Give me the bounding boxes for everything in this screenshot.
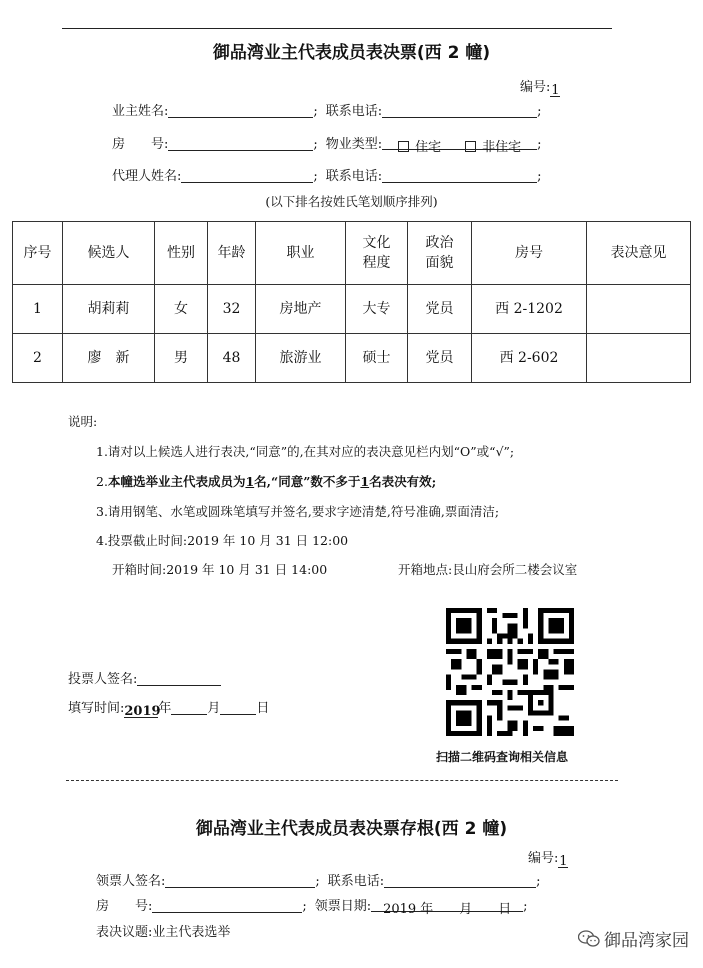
open-time: 开箱时间:2019 年 10 月 31 日 14:00: [112, 562, 328, 577]
month-unit: 月: [207, 701, 221, 716]
header-cell: 表决意见: [587, 222, 691, 285]
header-cell: 政治 面貌: [408, 222, 472, 285]
room-field[interactable]: [168, 137, 313, 151]
separator: ;: [537, 137, 542, 152]
day-unit: 日: [256, 701, 270, 716]
proxy-row: [112, 165, 542, 184]
property-type-options: [382, 136, 537, 155]
cell-age: 32: [208, 285, 256, 334]
note-item-2: [96, 472, 436, 490]
separator: ;: [313, 137, 318, 152]
proxy-name-field[interactable]: [181, 169, 313, 183]
table-row: [13, 285, 691, 334]
header-cell: 候选人: [63, 222, 155, 285]
cell-room: 西 2-1202: [472, 285, 587, 334]
stub-contact-field[interactable]: [384, 874, 536, 888]
owner-contact-field[interactable]: [382, 104, 537, 118]
cell-candidate: 胡莉莉: [63, 285, 155, 334]
stub-receiver-row: [96, 870, 541, 889]
top-rule: [62, 28, 612, 29]
stub-title: 御品湾业主代表成员表决票存根(西 2 幢): [195, 819, 508, 839]
voter-signature-row: [68, 668, 221, 687]
header-cell: 年龄: [208, 222, 256, 285]
header-cell: 房号: [472, 222, 587, 285]
notes-heading: 说明:: [68, 414, 98, 429]
stub-number-value[interactable]: 1: [559, 854, 568, 869]
watermark-text: 御品湾家园: [604, 931, 689, 951]
fill-month-field[interactable]: [171, 701, 207, 715]
stub-room-label: 房 号:: [96, 899, 153, 914]
year-unit: 年: [158, 701, 172, 716]
wechat-icon: [578, 930, 600, 948]
fill-time-row: [68, 697, 269, 718]
fill-day-field[interactable]: [220, 701, 256, 715]
proxy-contact-field[interactable]: [382, 169, 537, 183]
cell-gender: 男: [155, 334, 208, 383]
stub-date-field[interactable]: 2019 年 月 日: [371, 898, 523, 912]
voter-signature-label: 投票人签名:: [68, 672, 138, 687]
room-row: [112, 133, 542, 155]
separator: ;: [536, 874, 541, 889]
receiver-label: 领票人签名:: [96, 874, 166, 889]
cell-occupation: 房地产: [256, 285, 346, 334]
stub-topic: 表决议题:业主代表选举: [96, 925, 231, 940]
proxy-contact-label: 联系电话:: [325, 169, 383, 184]
note-item-2-prefix: 2.: [96, 474, 108, 489]
note-item-2-text-c: 名表决有效;: [369, 474, 437, 489]
stub-date-label: 领票日期:: [314, 899, 372, 914]
table-header-row: [13, 222, 691, 285]
proxy-name-label: 代理人姓名:: [112, 169, 182, 184]
number-label: 编号:: [520, 80, 551, 95]
separator: ;: [313, 169, 318, 184]
cell-candidate: 廖 新: [63, 334, 155, 383]
fill-year-field[interactable]: 2019: [124, 704, 161, 719]
qr-caption: 扫描二维码查询相关信息: [436, 750, 569, 764]
number-value[interactable]: 1: [551, 83, 560, 98]
cell-age: 48: [208, 334, 256, 383]
stub-contact-label: 联系电话:: [327, 874, 385, 889]
owner-name-label: 业主姓名:: [112, 104, 169, 119]
watermark: [578, 926, 689, 951]
nonresidential-label: 非住宅: [482, 140, 522, 155]
note-item-3: 3.请用钢笔、水笔或圆珠笔填写并签名,要求字迹清楚,符号准确,票面清洁;: [96, 504, 500, 519]
stub-room-row: [96, 895, 528, 917]
header-cell: 序号: [13, 222, 63, 285]
cell-gender: 女: [155, 285, 208, 334]
cell-political: 党员: [408, 334, 472, 383]
room-label: 房 号:: [112, 137, 169, 152]
cell-political: 党员: [408, 285, 472, 334]
cut-line: [66, 780, 618, 781]
note-item-2-limit: 1: [360, 474, 370, 489]
residential-label: 住宅: [415, 140, 442, 155]
residential-checkbox[interactable]: [398, 141, 409, 152]
separator: ;: [302, 899, 307, 914]
note-item-2-count: 1: [245, 474, 255, 489]
cell-index: 1: [13, 285, 63, 334]
table-row: [13, 334, 691, 383]
ballot-number: [520, 76, 560, 97]
separator: ;: [537, 169, 542, 184]
separator: ;: [523, 899, 528, 914]
order-note: (以下排名按姓氏笔划顺序排列): [265, 194, 438, 209]
cell-education: 硕士: [346, 334, 408, 383]
note-item-2-text-a: 本幢选举业主代表成员为: [107, 474, 246, 489]
voter-signature-field[interactable]: [137, 672, 221, 686]
cell-education: 大专: [346, 285, 408, 334]
owner-row: [112, 100, 542, 119]
separator: ;: [313, 104, 318, 119]
header-cell: 职业: [256, 222, 346, 285]
property-type-label: 物业类型:: [325, 137, 383, 152]
cell-vote[interactable]: [587, 334, 691, 383]
header-cell: 文化 程度: [346, 222, 408, 285]
qr-code-icon[interactable]: [446, 608, 574, 736]
stub-room-field[interactable]: [152, 899, 302, 913]
nonresidential-checkbox[interactable]: [465, 141, 476, 152]
fill-time-label: 填写时间:: [68, 701, 125, 716]
owner-contact-label: 联系电话:: [325, 104, 383, 119]
open-place: 开箱地点:艮山府会所二楼会议室: [398, 562, 578, 577]
stub-number-label: 编号:: [528, 851, 559, 866]
cell-index: 2: [13, 334, 63, 383]
stub-number: [528, 847, 568, 868]
cell-occupation: 旅游业: [256, 334, 346, 383]
owner-name-field[interactable]: [168, 104, 313, 118]
note-item-2-text-b: 名,“同意”数不多于: [254, 474, 361, 489]
note-item-1: 1.请对以上候选人进行表决,“同意”的,在其对应的表决意见栏内划“O”或“√”;: [96, 444, 515, 459]
cell-vote[interactable]: [587, 285, 691, 334]
separator: ;: [315, 874, 320, 889]
header-cell: 性别: [155, 222, 208, 285]
ballot-title: 御品湾业主代表成员表决票(西 2 幢): [212, 43, 491, 63]
candidate-table: [12, 221, 691, 383]
receiver-field[interactable]: [165, 874, 315, 888]
separator: ;: [537, 104, 542, 119]
cell-room: 西 2-602: [472, 334, 587, 383]
note-item-4: 4.投票截止时间:2019 年 10 月 31 日 12:00: [96, 533, 349, 548]
